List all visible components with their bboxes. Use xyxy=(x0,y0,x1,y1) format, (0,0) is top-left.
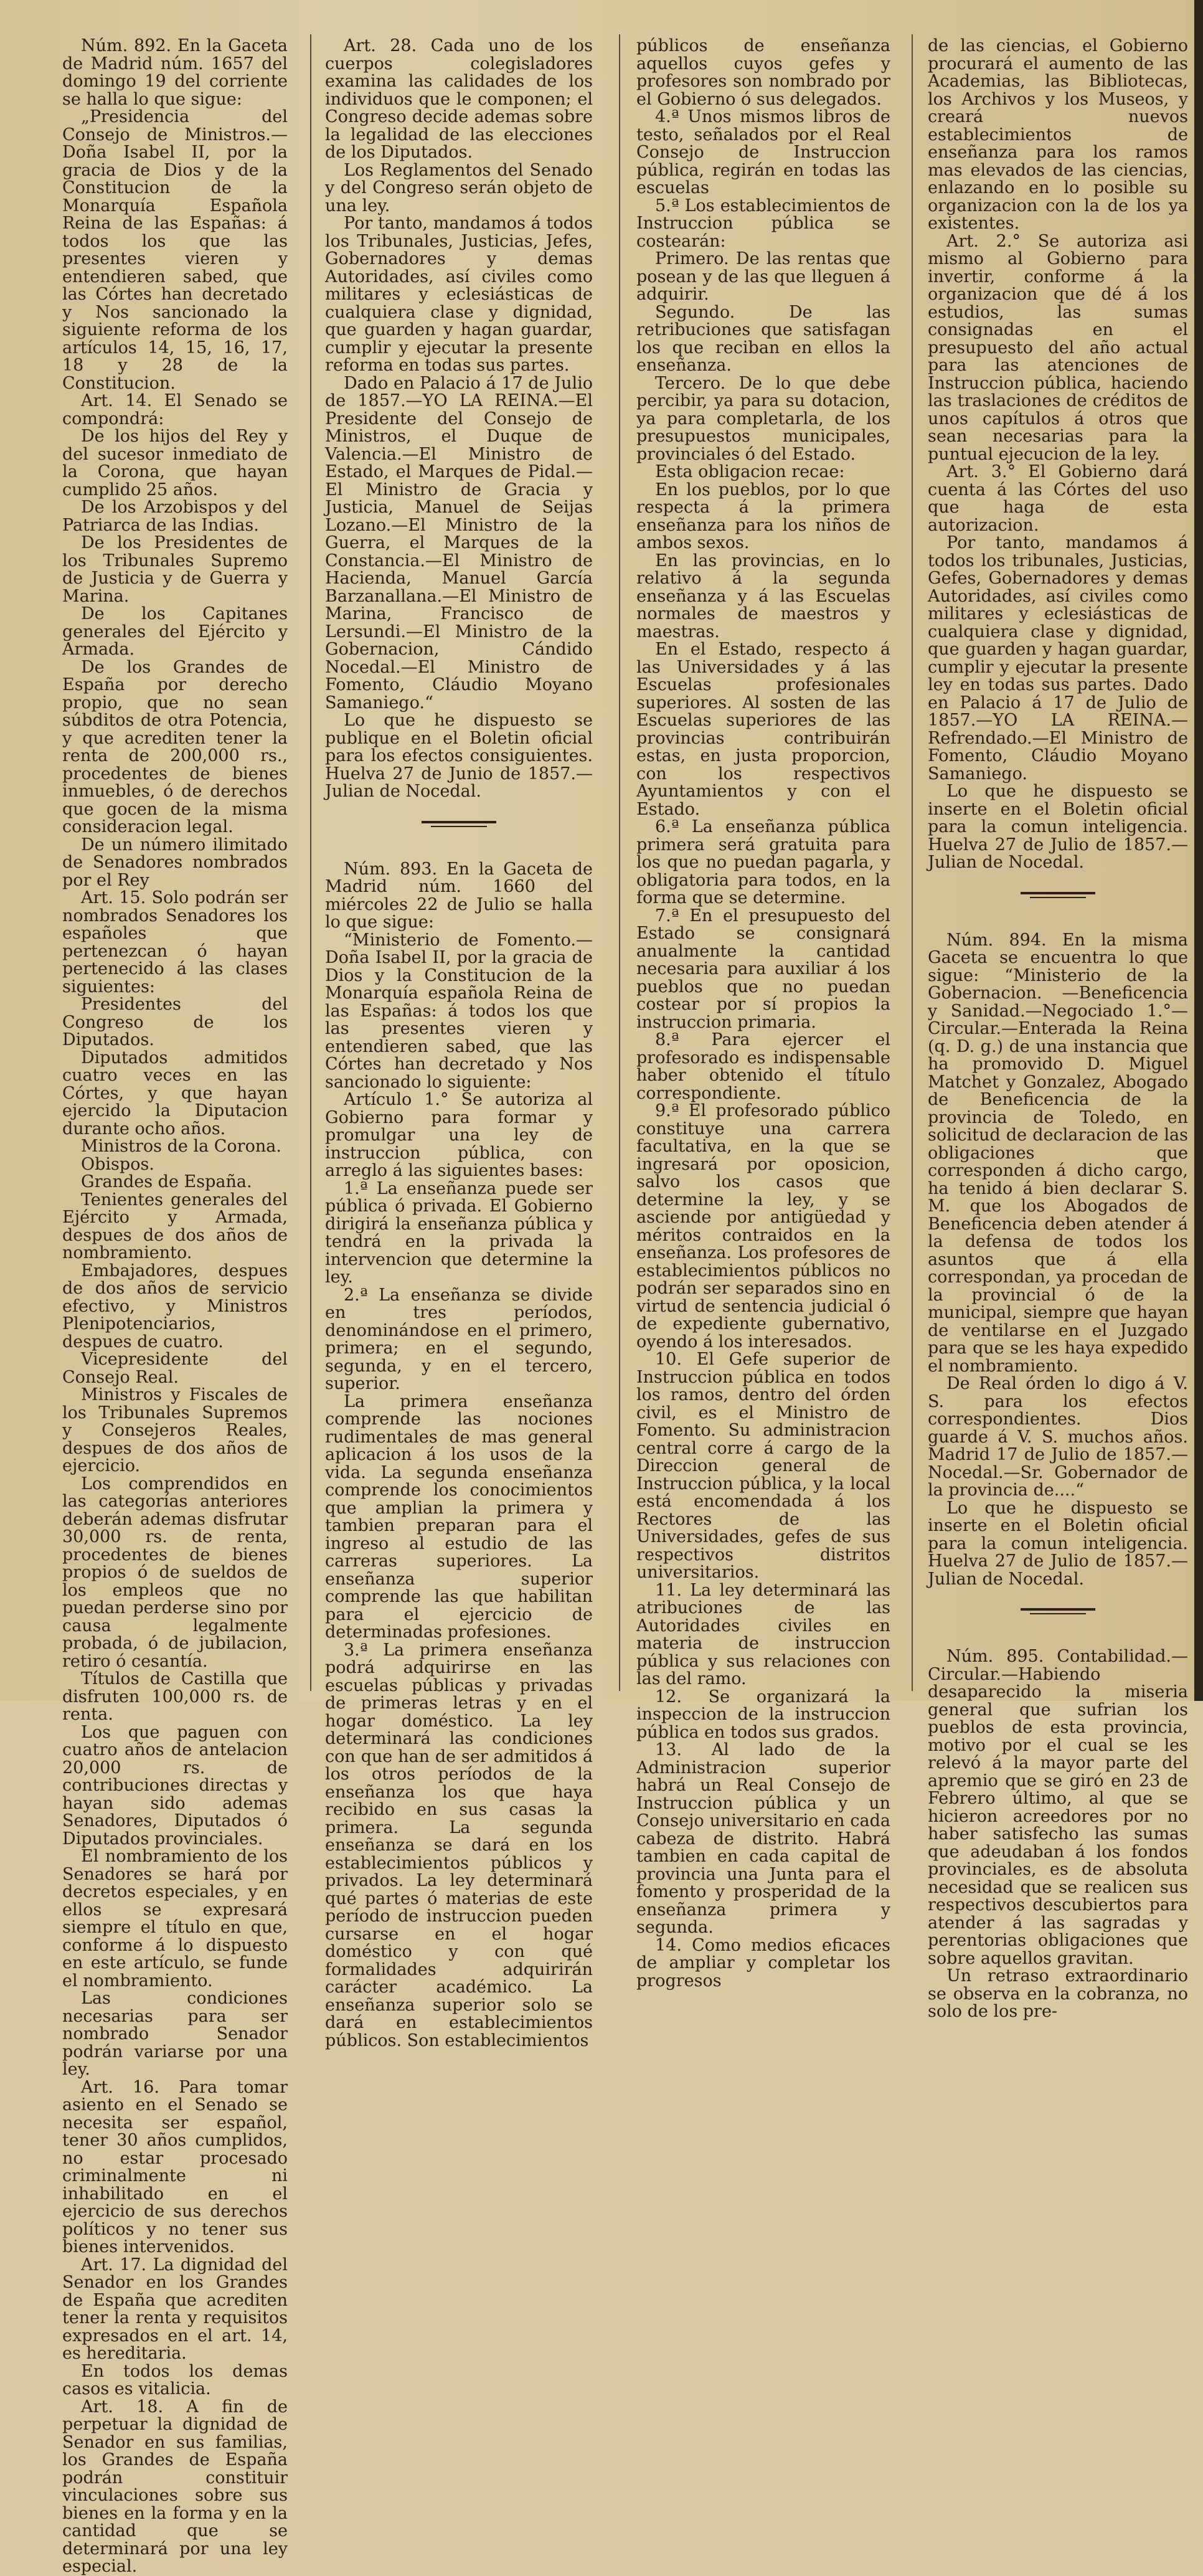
column-2 xyxy=(325,36,593,2050)
paragraph: Art. 14. El Senado se compondrá: xyxy=(62,391,288,429)
paragraph: De Real órden lo digo á V. S. para los efectos correspondientes. Dios guarde á V. S. muchos años. Madrid 17 de Julio de 1857.—Nocedal.—Sr. Gobernador de la provincia de....“ xyxy=(928,1374,1188,1500)
paragraph: Embajadores, despues de dos años de servicio efectivo, y Ministros Plenipotenciarios, despues de cuatro. xyxy=(62,1261,288,1352)
paragraph: 10. El Gefe superior de Instruccion pública en todos los ramos, dentro del órden civil, es el Ministro de Fomento. Su administracion central corre á cargo de la Direccion general de Instruccion pública, y la local está encomendada á los Rectores de las Universidades, gefes de sus respectivos distritos universitarios. xyxy=(636,1350,890,1582)
paragraph: Art. 16. Para tomar asiento en el Senado se necesita ser español, tener 30 años cumplidos, no estar procesado criminalmente ni inhabilitado en el ejercicio de sus derechos políticos y no tener sus bienes intervenidos. xyxy=(62,2077,288,2256)
paragraph: Ministros y Fiscales de los Tribunales Supremos y Consejeros Reales, despues de dos años de ejercicio. xyxy=(62,1385,288,1475)
column-3 xyxy=(636,36,890,1991)
section-separator xyxy=(422,817,496,832)
paragraph: Lo que he dispuesto se publique en el Boletin oficial para los efectos consiguientes. Huelva 27 de Junio de 1857.—Julian de Nocedal. xyxy=(325,711,593,801)
paragraph: 1.ª La enseñanza puede ser pública ó privada. El Gobierno dirigirá la enseñanza pública y tendrá en la privada la intervencion que determine la ley. xyxy=(325,1178,593,1287)
paragraph: Art. 3.° El Gobierno dará cuenta á las Córtes del uso que haga de esta autorizacion. xyxy=(928,462,1188,535)
paragraph: Primero. De las rentas que posean y de las que lleguen á adquirir. xyxy=(636,249,890,304)
paragraph: 8.ª Para ejercer el profesorado es indispensable haber obtenido el título correspondiente. xyxy=(636,1030,890,1103)
paragraph: 13. Al lado de la Administracion superior habrá un Real Consejo de Instruccion pública y un Consejo universitario en cada cabeza de distrito. Habrá tambien en cada capital de provincia una Junta para el fomento y prosperidad de la enseñanza primera y segunda. xyxy=(636,1740,890,1937)
paragraph: 6.ª La enseñanza pública primera será gratuita para los que no puedan pagarla, y obligatoria para todos, en la forma que se determine. xyxy=(636,817,890,907)
paragraph: Por tanto, mandamos á todos los Tribunales, Justicias, Jefes, Gobernadores y demas Autoridades, así civiles como militares y eclesiásticas de cualquiera clase y dignidad, que guarden y hagan guardar, cumplir y ejecutar la presente reforma en todas sus partes. xyxy=(325,214,593,375)
column-rule xyxy=(310,34,311,1691)
column-rule xyxy=(912,34,913,1691)
paragraph: Grandes de España. xyxy=(81,1172,252,1191)
paragraph: Títulos de Castilla que disfruten 100,000 rs. de renta. xyxy=(62,1669,288,1724)
paragraph: Diputados admitidos cuatro veces en las Córtes, y que hayan ejercido la Diputacion durante ocho años. xyxy=(62,1048,288,1139)
paragraph: Artículo 1.° Se autoriza al Gobierno para formar y promulgar una ley de instruccion pública, con arreglo á las siguientes bases: xyxy=(325,1090,593,1180)
paragraph: De los hijos del Rey y del sucesor inmediato de la Corona, que hayan cumplido 25 años. xyxy=(62,427,288,500)
paragraph: de las ciencias, el Gobierno procurará el aumento de las Academias, las Bibliotecas, los Archivos y los Museos, y creará nuevos establecimientos de enseñanza para los ramos mas elevados de las ciencias, enlazando en lo posible su organizacion con la de los ya existentes. xyxy=(928,36,1188,233)
paragraph: Art. 15. Solo podrán ser nombrados Senadores los españoles que pertenezcan ó hayan pertenecido á las clases siguientes: xyxy=(62,888,288,997)
section-892-heading: Núm. 892. En la Gaceta de Madrid núm. 1657 del domingo 19 del corriente se halla lo que sigue: xyxy=(62,36,288,109)
paragraph: Lo que he dispuesto se inserte en el Boletin oficial para la comun inteligencia. Huelva 27 de Julio de 1857.—Julian de Nocedal. xyxy=(928,1498,1188,1589)
paragraph: Dado en Palacio á 17 de Julio de 1857.—YO LA REINA.—El Presidente del Consejo de Ministros, el Duque de Valencia.—El Ministro de Estado, el Marques de Pidal.—El Ministro de Gracia y Justicia, Manuel de Seijas Lozano.—El Ministro de la Guerra, el Marques de la Constancia.—El Ministro de Hacienda, Manuel García Barzanallana.—El Ministro de Marina, Francisco de Lersundi.—El Ministro de la Gobernacion, Cándido Nocedal.—El Ministro de Fomento, Cláudio Moyano Samaniego.“ xyxy=(325,373,593,713)
paragraph: 5.ª Los establecimientos de Instruccion pública se costearán: xyxy=(636,196,890,251)
paragraph: 12. Se organizará la inspeccion de la instruccion pública en todos sus grados. xyxy=(636,1687,890,1742)
paragraph: En el Estado, respecto á las Universidades y á las Escuelas profesionales superiores. Al sosten de las Escuelas superiores de las provincias contribuirán estas, en justa proporcion, con los respectivos Ayuntamientos y con el Estado. xyxy=(636,640,890,819)
column-rule xyxy=(619,34,620,1691)
paragraph: Ministros de la Corona. xyxy=(81,1137,281,1156)
paragraph: Los que paguen con cuatro años de antelacion 20,000 rs. de contribuciones directas y hayan sido ademas Senadores, Diputados ó Diputados provinciales. xyxy=(62,1722,288,1849)
paragraph: De los Presidentes de los Tribunales Supremo de Justicia y de Guerra y Marina. xyxy=(62,533,288,606)
paragraph: “Ministerio de Fomento.—Doña Isabel II, por la gracia de Dios y la Constitucion de la Monarquía española Reina de las Españas: á todos los que las presentes vieren y entendieren sabed, que las Córtes han decretado y Nos sancionado lo siguiente: xyxy=(325,930,593,1092)
paragraph: Esta obligacion recae: xyxy=(655,462,845,481)
paragraph: 3.ª La primera enseñanza podrá adquirirse en las escuelas públicas y privadas de primeras letras y en el hogar doméstico. La ley determinará las condiciones con que han de ser admitidos á los otros períodos de la enseñanza los que haya recibido en sus casas la primera. La segunda enseñanza se dará en los establecimientos públicos y privados. La ley determinará qué partes ó materias de este período de instruccion pueden cursarse en el hogar doméstico y con qué formalidades adquirirán carácter académico. La enseñanza superior solo se dará en establecimientos públicos. Son establecimientos xyxy=(325,1640,593,2050)
paragraph: públicos de enseñanza aquellos cuyos gefes y profesores son nombrado por el Gobierno ó sus delegados. xyxy=(636,36,890,109)
paragraph: De un número ilimitado de Senadores nombrados por el Rey xyxy=(62,835,288,890)
paragraph: Art. 28. Cada uno de los cuerpos colegisladores examina las calidades de los individuos que le componen; el Congreso decide ademas sobre la legalidad de las elecciones de los Diputados. xyxy=(325,36,593,162)
paragraph: De los Capitanes generales del Ejército y Armada. xyxy=(62,604,288,659)
paragraph: Art. 17. La dignidad del Senador en los Grandes de España que acrediten tener la renta y requisitos expresados en el art. 14, es hereditaria. xyxy=(62,2255,288,2363)
paragraph: Art. 2.° Se autoriza asi mismo al Gobierno para invertir, conforme á la organizacion que dé á los estudios, las sumas consignadas en el presupuesto del año actual para las atenciones de Instruccion pública, haciendo las traslaciones de créditos de unos capítulos á otros que sean necesarias para la puntual ejecucion de la ley. xyxy=(928,231,1188,464)
paragraph: De los Grandes de España por derecho propio, que no sean súbditos de otra Potencia, y que acrediten tener la renta de 200,000 rs., procedentes de bienes inmuebles, ó de derechos que gocen de la misma consideracion legal. xyxy=(62,657,288,836)
paragraph: Por tanto, mandamos á todos los tribunales, Justicias, Gefes, Gobernadores y demas Autoridades, así civiles como militares y eclesiásticas de cualquiera clase y dignidad, que guarden y hagan guardar, cumplir y ejecutar la presente ley en todas sus partes. Dado en Palacio á 17 de Julio de 1857.—YO LA REINA.—Refrendado.—El Ministro de Fomento, Cláudio Moyano Samaniego. xyxy=(928,533,1188,784)
paragraph: La primera enseñanza comprende las nociones rudimentales de mas general aplicacion á los usos de la vida. La segunda enseñanza comprende los conocimientos que amplian la primera y tambien preparan para el ingreso al estudio de las carreras superiores. La enseñanza superior comprende las que habilitan para el ejercicio de determinadas profesiones. xyxy=(325,1391,593,1642)
paragraph: 7.ª En el presupuesto del Estado se consignará anualmente la cantidad necesaria para auxiliar á los pueblos que no puedan costear por sí propios la instruccion primaria. xyxy=(636,906,890,1032)
paragraph: Los comprendidos en las categorías anteriores deberán ademas disfrutar 30,000 rs. de renta, procedentes de bienes propios ó de sueldos de los empleos que no puedan perderse sino por causa legalmente probada, ó de jubilacion, retiro ó cesantía. xyxy=(62,1474,288,1671)
paragraph: Un retraso extraordinario se observa en la cobranza, no solo de los pre- xyxy=(928,1966,1188,2021)
paragraph: 2.ª La enseñanza se divide en tres períodos, denominándose en el primero, primera; en el segundo, segunda, y en el tercero, superior. xyxy=(325,1285,593,1393)
paragraph: Segundo. De las retribuciones que satisfagan los que reciban en ellos la enseñanza. xyxy=(636,302,890,375)
page-edge-shadow xyxy=(1194,0,1203,1701)
section-separator xyxy=(1021,888,1095,903)
paragraph: „Presidencia del Consejo de Ministros.—Doña Isabel II, por la gracia de Dios y de la Constitucion de la Monarquía Española Reina de las Españas: á todos los que las presentes vieren y entendieren sabed, que las Córtes han decretado y Nos sancionado la siguiente reforma de los artículos 14, 15, 16, 17, 18 y 28 de la Constitucion. xyxy=(62,107,288,393)
column-4 xyxy=(928,36,1188,2021)
column-1 xyxy=(62,36,288,2576)
paragraph: En las provincias, en lo relativo á la segunda enseñanza y á las Escuelas normales de maestros y maestras. xyxy=(636,551,890,642)
paragraph: 11. La ley determinará las atribuciones de las Autoridades civiles en materia de instruccion pública y sus relaciones con las del ramo. xyxy=(636,1580,890,1688)
paragraph: Presidentes del Congreso de los Diputados. xyxy=(62,995,288,1049)
paragraph: Vicepresidente del Consejo Real. xyxy=(62,1350,288,1387)
paragraph: 4.ª Unos mismos libros de testo, señalados por el Real Consejo de Instruccion pública, regirán en todas las escuelas xyxy=(636,107,890,197)
paragraph: Obispos. xyxy=(81,1154,154,1174)
paragraph: Las condiciones necesarias para ser nombrado Senador podrán variarse por una ley. xyxy=(62,1989,288,2079)
paragraph: 14. Como medios eficaces de ampliar y completar los progresos xyxy=(636,1935,890,1991)
paragraph: Art. 18. A fin de perpetuar la dignidad de Senador en sus familias, los Grandes de España podrán constituir vinculaciones sobre sus bienes en la forma y en la cantidad que se determinará por una ley especial. xyxy=(62,2397,288,2576)
paragraph: El nombramiento de los Senadores se hará por decretos especiales, y en ellos se expresará siempre el título en que, conforme á lo dispuesto en este artículo, se funde el nombramiento. xyxy=(62,1847,288,1991)
section-894-heading: Núm. 894. En la misma Gaceta se encuentra lo que sigue: “Ministerio de la Gobernacion. —Beneficencia y Sanidad.—Negociado 1.°—Circular.—Enterada la Reina (q. D. g.) de una instancia que ha promovido D. Miguel Matchet y Gonzalez, Abogado de Beneficencia de la provincia de Toledo, en solicitud de declaracion de las obligaciones que corresponden á dicho cargo, ha tenido á bien declarar S. M. que los Abogados de Beneficencia deben atender á la defensa de todos los asuntos que á ella correspondan, ya procedan de la provincial ó de la municipal, siempre que hayan de ventilarse en el Juzgado para que se les haya expedido el nombramiento. xyxy=(928,930,1188,1376)
paragraph: De los Arzobispos y del Patriarca de las Indias. xyxy=(62,498,288,535)
paragraph: En los pueblos, por lo que respecta á la primera enseñanza para los niños de ambos sexos. xyxy=(636,480,890,552)
paragraph: En todos los demas casos es vitalicia. xyxy=(62,2361,288,2398)
section-895-heading: Núm. 895. Contabilidad.—Circular.—Habiendo desaparecido la miseria general que sufrian los pueblos de esta provincia, motivo por el cual se les relevó á la mayor parte del apremio que se giró en 23 de Febrero último, al que se hicieron acreedores por no haber satisfecho las sumas que adeudaban á los fondos provinciales, es de absoluta necesidad que se realicen sus respectivos descubiertos para atender á las sagradas y perentorias obligaciones que sobre aquellos gravitan. xyxy=(928,1647,1188,1968)
paragraph: Tenientes generales del Ejército y Armada, despues de dos años de nombramiento. xyxy=(62,1190,288,1262)
section-separator xyxy=(1021,1604,1095,1619)
paragraph: Lo que he dispuesto se inserte en el Boletin oficial para la comun inteligencia. Huelva 27 de Julio de 1857.—Julian de Nocedal. xyxy=(928,782,1188,872)
paragraph: Los Reglamentos del Senado y del Congreso serán objeto de una ley. xyxy=(325,160,593,215)
section-893-heading: Núm. 893. En la Gaceta de Madrid núm. 1660 del miércoles 22 de Julio se halla lo que sigue: xyxy=(325,859,593,932)
paragraph: 9.ª El profesorado público constituye una carrera facultativa, en la que se ingresará por oposicion, salvo los casos que determine la ley, y se asciende por antigüedad y méritos contraidos en la enseñanza. Los profesores de establecimientos públicos no podrán ser separados sino en virtud de sentencia judicial ó de expediente gubernativo, oyendo á los interesados. xyxy=(636,1101,890,1352)
paragraph: Tercero. De lo que debe percibir, ya para su dotacion, ya para completarla, de los presupuestos municipales, provinciales ó del Estado. xyxy=(636,373,890,464)
